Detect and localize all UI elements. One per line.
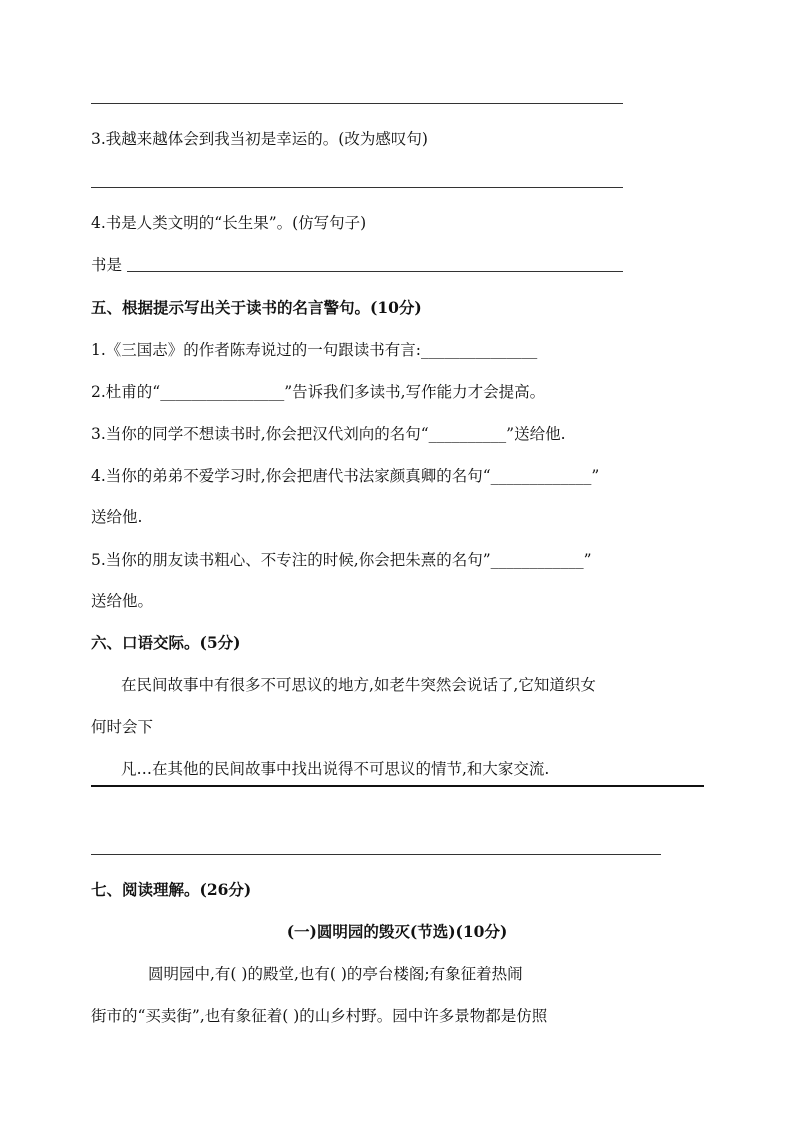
question-4-answer-prefix [91, 254, 122, 276]
question-3: 3.我越来越体会到我当初是幸运的。(改为感叹句) [91, 130, 428, 148]
section-6-heading: 六、口语交际。(5分) [91, 633, 241, 652]
question-4: 4.书是人类文明的“长生果”。(仿写句子) [91, 214, 367, 232]
section-5-item-1: 1.《三国志》的作者陈寿说过的一句跟读书有言:_______________ [91, 341, 538, 359]
section-5-heading: 五、根据提示写出关于读书的名言警句。(10分) [91, 298, 422, 317]
passage-line-1: 圆明园中,有( )的殿堂,也有( )的亭台楼阁;有象征着热闹 [148, 965, 523, 983]
section-7-heading: 七、阅读理解。(26分) [91, 880, 252, 899]
section-5-item-4-cont: 送给他. [91, 508, 143, 526]
answer-line-q2[interactable] [91, 103, 623, 104]
answer-line-section-6[interactable] [91, 854, 661, 855]
section-6-text-1: 在民间故事中有很多不可思议的地方,如老牛突然会说话了,它知道织女 [121, 676, 596, 694]
section-5-item-2: 2.杜甫的“________________”告诉我们多读书,写作能力才会提高。 [91, 383, 546, 401]
section-5-item-5-cont: 送给他。 [91, 592, 154, 610]
section-5-item-4: 4.当你的弟弟不爱学习时,你会把唐代书法家颜真卿的名句“_____________” [91, 467, 600, 485]
answer-line-q4[interactable] [127, 271, 623, 272]
answer-line-q3[interactable] [91, 187, 623, 188]
answer-prefix-label: 书是 [91, 256, 123, 274]
passage-line-2: 街市的“买卖街”,也有象征着( )的山乡村野。园中许多景物都是仿照 [91, 1007, 548, 1025]
section-6-text-2: 何时会下 [91, 718, 154, 736]
section-6-answer-line[interactable] [91, 785, 704, 787]
section-6-text-3: 凡…在其他的民间故事中找出说得不可思议的情节,和大家交流. [121, 760, 550, 778]
passage-title: (一)圆明园的毁灭(节选)(10分) [286, 922, 508, 941]
section-5-item-5: 5.当你的朋友读书粗心、不专注的时候,你会把朱熹的名句”____________” [91, 551, 592, 569]
section-5-item-3: 3.当你的同学不想读书时,你会把汉代刘向的名句“__________”送给他. [91, 425, 566, 443]
